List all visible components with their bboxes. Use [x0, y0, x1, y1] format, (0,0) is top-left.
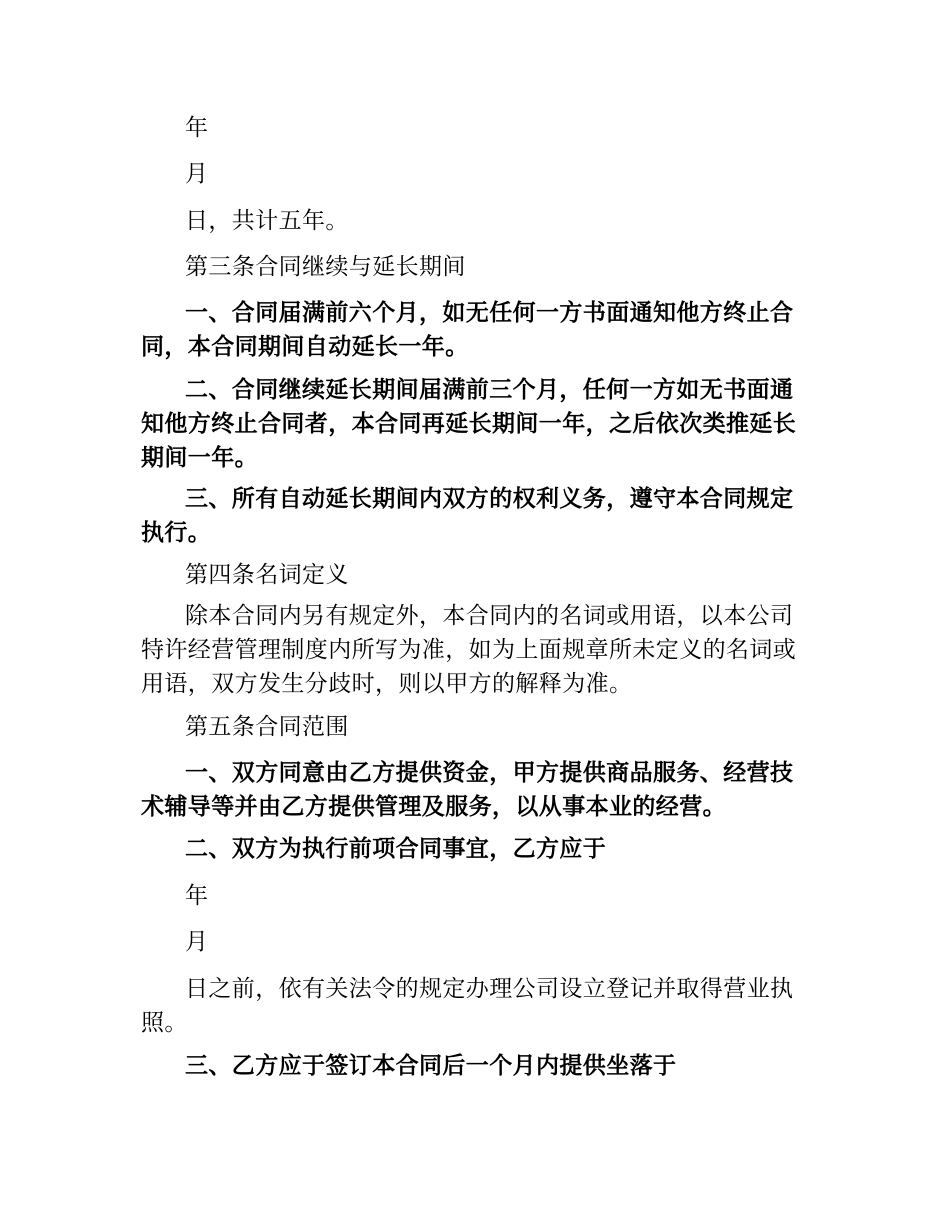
section-heading-article-3: 第三条合同继续与延长期间 [185, 254, 466, 280]
paragraph-year-1: 年 [185, 115, 209, 141]
paragraph-day-registration: 日之前，依有关法令的规定办理公司设立登记并取得营业执照。 [141, 976, 794, 1036]
clause-3-3: 三、所有自动延长期间内双方的权利义务，遵守本合同规定执行。 [141, 486, 794, 546]
paragraph-month-1: 月 [185, 161, 209, 187]
clause-3-2: 二、合同继续延长期间届满前三个月，任何一方如无书面通知他方终止合同者，本合同再延长期间一年，之后依次类推延长期间一年。 [141, 377, 797, 471]
paragraph-year-2: 年 [185, 883, 209, 909]
clause-5-3: 三、乙方应于签订本合同后一个月内提供坐落于 [185, 1053, 677, 1079]
section-heading-article-4: 第四条名词定义 [185, 562, 349, 588]
paragraph-month-2: 月 [185, 929, 209, 955]
clause-5-2: 二、双方为执行前项合同事宜，乙方应于 [185, 836, 607, 862]
clause-4-definitions: 除本合同内另有规定外，本合同内的名词或用语，以本公司特许经营管理制度内所写为准，如为上面规章所未定义的名词或用语，双方发生分歧时，则以甲方的解释为准。 [141, 603, 797, 697]
paragraph-day-total-term: 日，共计五年。 [185, 208, 349, 234]
clause-5-1: 一、双方同意由乙方提供资金，甲方提供商品服务、经营技术辅导等并由乙方提供管理及服务，以从事本业的经营。 [141, 760, 794, 820]
clause-3-1: 一、合同届满前六个月，如无任何一方书面通知他方终止合同，本合同期间自动延长一年。 [141, 300, 794, 360]
section-heading-article-5: 第五条合同范围 [185, 714, 349, 740]
